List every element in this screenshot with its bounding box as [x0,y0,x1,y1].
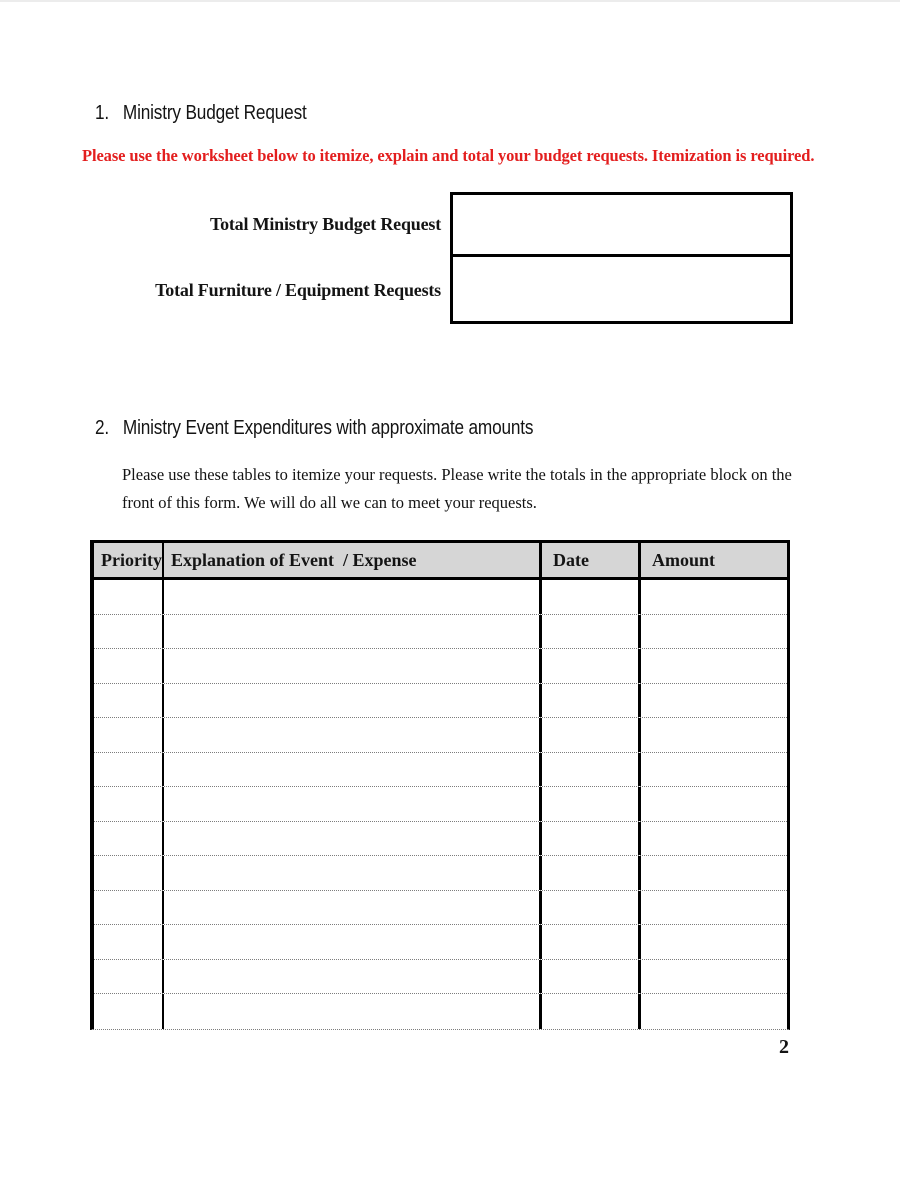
section2-title: Ministry Event Expenditures with approximate amounts [122,416,534,439]
expense-cell-explanation[interactable] [164,615,542,649]
expense-cell-date[interactable] [542,822,641,856]
expense-cell-amount[interactable] [641,994,787,1029]
expense-row [94,787,787,822]
section1-heading [95,101,307,125]
expense-row [94,718,787,753]
expense-cell-explanation[interactable] [164,649,542,683]
column-header-amount: Amount [652,549,716,570]
total-ministry-budget-field[interactable] [450,192,793,257]
expense-cell-priority[interactable] [94,891,164,925]
expense-cell-amount[interactable] [641,684,787,718]
total-furniture-equipment-field[interactable] [450,257,793,324]
expense-cell-priority[interactable] [94,960,164,994]
expense-cell-explanation[interactable] [164,787,542,821]
expense-cell-explanation[interactable] [164,580,542,614]
total-furniture-equipment-label: Total Furniture / Equipment Requests [155,280,441,300]
section2-number: 2. [95,416,110,439]
expense-row [94,994,787,1029]
totals-block [95,192,793,324]
expense-cell-explanation[interactable] [164,822,542,856]
expense-row [94,891,787,926]
expense-cell-priority[interactable] [94,649,164,683]
total-ministry-budget-label: Total Ministry Budget Request [209,214,441,234]
page-number: 2 [779,1036,789,1058]
expense-cell-priority[interactable] [94,787,164,821]
expense-cell-date[interactable] [542,891,641,925]
section1-number: 1. [95,101,110,124]
expense-cell-priority[interactable] [94,753,164,787]
expense-cell-priority[interactable] [94,718,164,752]
expense-row [94,615,787,650]
expense-cell-amount[interactable] [641,718,787,752]
expense-cell-explanation[interactable] [164,684,542,718]
expense-table-header-row [94,543,787,580]
expense-cell-amount[interactable] [641,649,787,683]
expense-cell-amount[interactable] [641,925,787,959]
expense-cell-amount[interactable] [641,787,787,821]
expense-cell-date[interactable] [542,580,641,614]
expense-cell-date[interactable] [542,787,641,821]
expense-cell-explanation[interactable] [164,753,542,787]
expense-cell-explanation[interactable] [164,994,542,1029]
column-header-priority: Priority [94,543,164,577]
column-header-date: Date [542,543,641,577]
expense-cell-date[interactable] [542,615,641,649]
expense-cell-priority[interactable] [94,856,164,890]
expense-cell-amount[interactable] [641,960,787,994]
expense-row [94,925,787,960]
expense-cell-date[interactable] [542,856,641,890]
expense-cell-amount[interactable] [641,615,787,649]
expense-cell-date[interactable] [542,718,641,752]
expense-cell-date[interactable] [542,960,641,994]
expense-cell-priority[interactable] [94,684,164,718]
expense-cell-amount[interactable] [641,580,787,614]
expense-cell-explanation[interactable] [164,925,542,959]
expense-cell-explanation[interactable] [164,891,542,925]
expense-cell-priority[interactable] [94,925,164,959]
expense-table-body [94,580,787,1029]
expense-cell-priority[interactable] [94,822,164,856]
expense-cell-explanation[interactable] [164,856,542,890]
expense-cell-date[interactable] [542,994,641,1029]
expense-cell-date[interactable] [542,753,641,787]
expense-cell-priority[interactable] [94,615,164,649]
expense-cell-explanation[interactable] [164,960,542,994]
expense-row [94,684,787,719]
section2-description: Please use these tables to itemize your requests. Please write the totals in the appropriate block on the front of this form. We will do all we can to meet your requests. [122,465,792,512]
section2-heading [95,416,533,440]
section1-notice: Please use the worksheet below to itemize, explain and total your budget requests. Itemization is required. [82,146,815,165]
expense-row [94,856,787,891]
expense-row [94,960,787,995]
expense-cell-date[interactable] [542,925,641,959]
expense-cell-priority[interactable] [94,580,164,614]
expense-cell-amount[interactable] [641,891,787,925]
expense-row [94,753,787,788]
expense-cell-date[interactable] [542,649,641,683]
expense-cell-amount[interactable] [641,753,787,787]
expense-cell-priority[interactable] [94,994,164,1029]
expense-row [94,649,787,684]
expense-cell-explanation[interactable] [164,718,542,752]
expense-cell-amount[interactable] [641,856,787,890]
column-header-explanation: Explanation of Event / Expense [164,543,542,577]
expense-cell-date[interactable] [542,684,641,718]
section1-title: Ministry Budget Request [122,101,307,124]
expense-row [94,822,787,857]
page-top-edge [0,0,900,2]
expense-table [90,540,790,1030]
expense-row [94,580,787,615]
expense-cell-amount[interactable] [641,822,787,856]
